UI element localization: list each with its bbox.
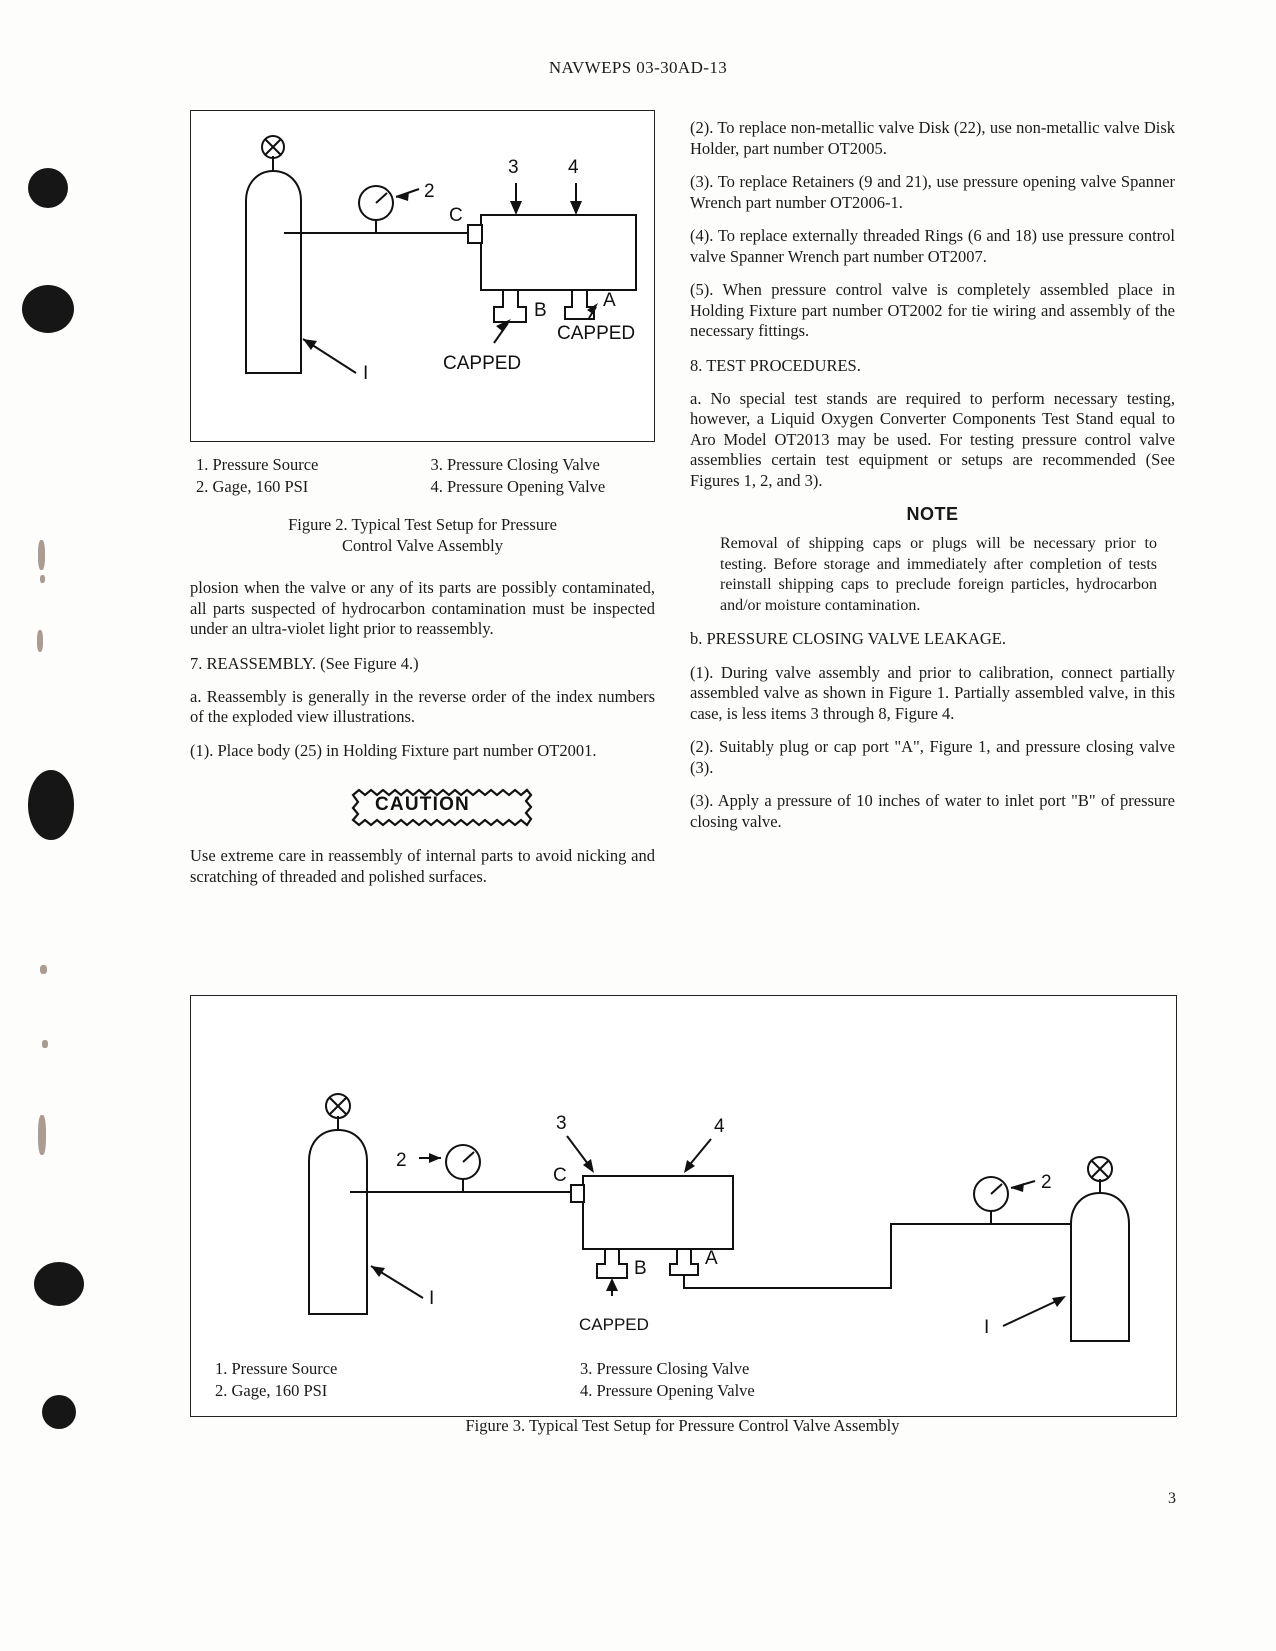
- caution-label: CAUTION: [375, 794, 470, 815]
- right-column: [690, 118, 1175, 845]
- paragraph-plosion: plosion when the valve or any of its parts are possibly contaminated, all parts suspected of hydrocarbon contamination must be inspected under an ultra-violet light prior to reassembly.: [190, 578, 655, 638]
- legend-item: 1. Pressure Source: [215, 1359, 338, 1378]
- left-column: [190, 110, 655, 900]
- label-3: 3: [508, 157, 519, 178]
- legend-item: 2. Gage, 160 PSI: [196, 477, 309, 496]
- label-2-right: 2: [1041, 1172, 1052, 1193]
- label-port-c: C: [553, 1165, 567, 1186]
- paragraph-8b: b. PRESSURE CLOSING VALVE LEAKAGE.: [690, 629, 1006, 648]
- figure-2-caption-line1: Figure 2. Typical Test Setup for Pressure: [288, 515, 557, 534]
- figure-3-legend: [215, 1358, 915, 1402]
- heading-8-test-procedures: 8. TEST PROCEDURES.: [690, 355, 861, 375]
- paragraph-3: (3). To replace Retainers (9 and 21), use pressure opening valve Spanner Wrench part number OT2006-1.: [690, 172, 1175, 212]
- legend-item: 3. Pressure Closing Valve: [430, 455, 600, 474]
- paragraph-2: (2). To replace non-metallic valve Disk (22), use non-metallic valve Disk Holder, part number OT2005.: [690, 118, 1175, 158]
- label-2: 2: [424, 181, 435, 202]
- header-title: NAVWEPS 03-30AD-13: [548, 58, 728, 77]
- label-3: 3: [556, 1113, 567, 1134]
- label-1: I: [363, 363, 369, 384]
- paragraph-8b1: (1). During valve assembly and prior to calibration, connect partially assembled valve as shown in Figure 1. Partially assembled valve, in this case, is less items 3 through 8, Figure 4.: [690, 662, 1175, 723]
- heading-7-reassembly: 7. REASSEMBLY. (See Figure 4.): [190, 653, 419, 673]
- label-capped: CAPPED: [579, 1315, 649, 1334]
- margin-mark: [28, 168, 68, 208]
- paragraph-caution-body: Use extreme care in reassembly of internal parts to avoid nicking and scratching of threaded and polished surfaces.: [190, 846, 655, 886]
- figure-2-diagram: [191, 111, 654, 439]
- label-port-b: B: [534, 300, 547, 321]
- caution-block: [190, 787, 655, 824]
- scan-smudge: [37, 630, 43, 652]
- figure-3-caption: Figure 3. Typical Test Setup for Pressure Control Valve Assembly: [465, 1416, 900, 1435]
- label-1-left: I: [429, 1288, 435, 1309]
- scan-smudge: [40, 575, 45, 583]
- label-2-left: 2: [396, 1150, 407, 1171]
- label-4: 4: [568, 157, 579, 178]
- page-number: 3: [1168, 1490, 1176, 1507]
- paragraph-5: (5). When pressure control valve is completely assembled place in Holding Fixture part number OT2002 for tie wiring and assembly of the necessary fittings.: [690, 280, 1175, 340]
- label-port-a: A: [603, 290, 616, 311]
- margin-mark: [22, 285, 74, 333]
- figure-2-illustration: [190, 110, 655, 442]
- legend-item: 3. Pressure Closing Valve: [580, 1359, 750, 1378]
- figure-3-illustration: [190, 995, 1177, 1417]
- scan-smudge: [42, 1040, 48, 1048]
- legend-item: 1. Pressure Source: [196, 455, 319, 474]
- note-title: NOTE: [906, 504, 959, 524]
- caution-banner: [349, 787, 496, 824]
- paragraph-8b3: (3). Apply a pressure of 10 inches of water to inlet port "B" of pressure closing valve.: [690, 791, 1175, 831]
- margin-mark: [28, 770, 74, 840]
- legend-item: 4. Pressure Opening Valve: [430, 477, 606, 496]
- margin-mark: [42, 1395, 76, 1429]
- scan-smudge: [38, 1115, 46, 1155]
- paragraph-4: (4). To replace externally threaded Rings (6 and 18) use pressure control valve Spanner Wrench part number OT2007.: [690, 226, 1175, 266]
- scan-smudge: [38, 540, 45, 570]
- label-port-a: A: [705, 1248, 718, 1269]
- label-capped-b: CAPPED: [443, 353, 522, 374]
- label-1-right: I: [984, 1317, 990, 1338]
- note-body: Removal of shipping caps or plugs will be necessary prior to testing. Before storage and immediately after completion of tests reinstall shipping caps to preclude foreign particles, hydrocarbon and/or moisture contamination.: [720, 535, 1157, 614]
- legend-item: 4. Pressure Opening Valve: [580, 1381, 755, 1400]
- paragraph-8a: a. No special test stands are required to perform necessary testing, however, a Liquid Oxygen Converter Components Test Stand equal to Aro Model OT2013 may be used. For testing pressure control valve assemblies certain test equipment or setups are recommended (See Figures 1, 2, and 3).: [690, 388, 1175, 490]
- paragraph-8b2: (2). Suitably plug or cap port "A", Figure 1, and pressure closing valve (3).: [690, 737, 1175, 777]
- paragraph-7a1: (1). Place body (25) in Holding Fixture part number OT2001.: [190, 740, 597, 760]
- legend-item: 2. Gage, 160 PSI: [215, 1381, 328, 1400]
- label-capped-a: CAPPED: [557, 323, 636, 344]
- label-port-b: B: [634, 1258, 647, 1279]
- page-header: [0, 58, 1276, 78]
- figure-2-caption: [190, 514, 655, 556]
- paragraph-7a: a. Reassembly is generally in the reverse order of the index numbers of the exploded view illustrations.: [190, 686, 655, 726]
- figure-2-legend: [190, 454, 655, 498]
- figure-2-caption-line2: Control Valve Assembly: [341, 536, 504, 555]
- label-4: 4: [714, 1116, 725, 1137]
- label-port-c: C: [449, 205, 463, 226]
- scan-smudge: [40, 965, 47, 974]
- figure-3-diagram: [191, 996, 1174, 1414]
- margin-mark: [34, 1262, 84, 1306]
